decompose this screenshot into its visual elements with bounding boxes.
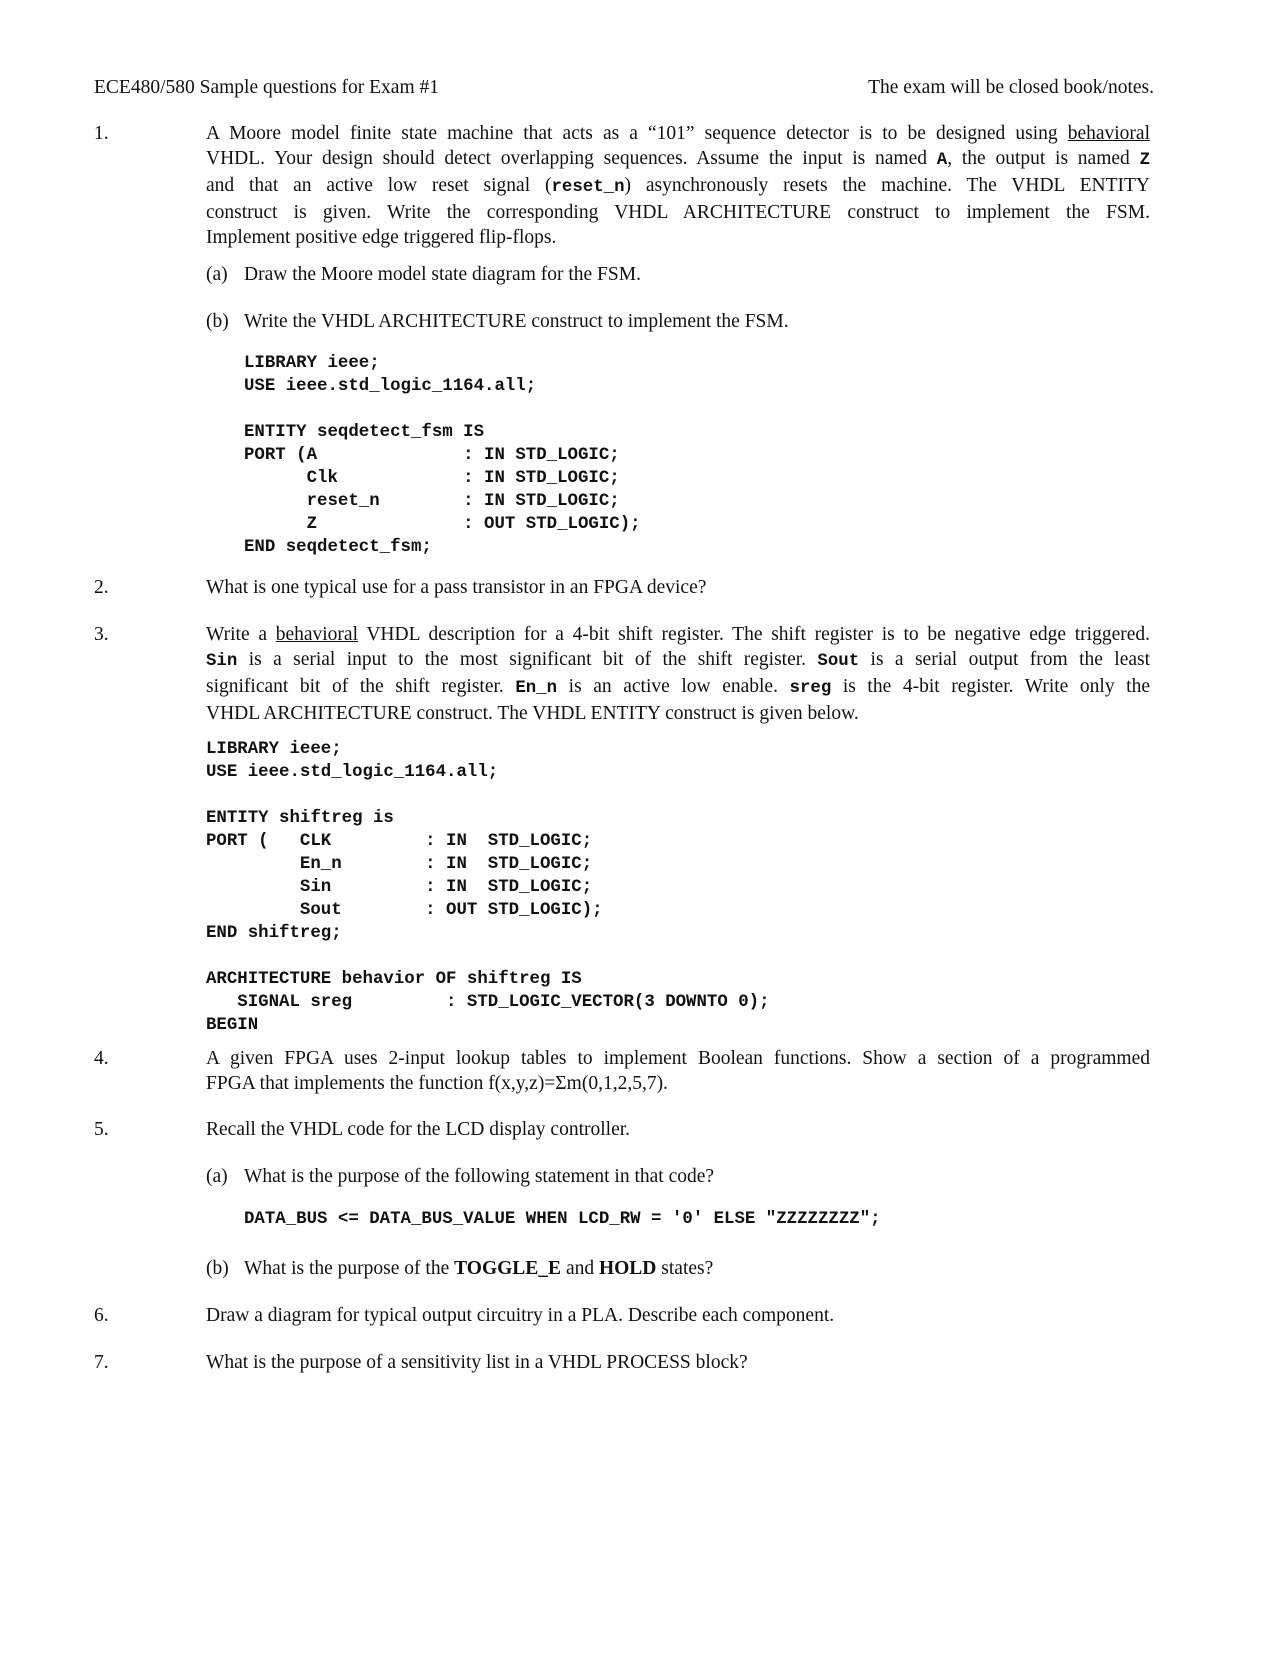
header-right: The exam will be closed book/notes.	[868, 77, 1154, 98]
q3-enn-name: En_n	[515, 679, 558, 698]
code-line: PORT (A : IN STD_LOGIC;	[244, 446, 620, 465]
q5-code-statement: DATA_BUS <= DATA_BUS_VALUE WHEN LCD_RW = '0' ELSE "ZZZZZZZZ";	[244, 1210, 881, 1229]
q5b-toggle-e: TOGGLE_E	[454, 1258, 562, 1279]
q1b-text: Write the VHDL ARCHITECTURE construct to implement the FSM.	[244, 311, 789, 332]
q3-line-4: VHDL ARCHITECTURE construct. The VHDL ENTITY construct is given below.	[206, 703, 859, 724]
code-line: reset_n : IN STD_LOGIC;	[244, 492, 620, 511]
code-line: PORT ( CLK : IN STD_LOGIC;	[206, 832, 593, 851]
q1-line-1	[206, 121, 1150, 146]
code-line	[206, 784, 770, 807]
q1b-label: (b)	[206, 311, 229, 332]
question-4-number: 4.	[94, 1048, 109, 1069]
q1-line-3-text: and that an active low reset signal (	[206, 175, 552, 196]
q1-input-name: A	[936, 151, 948, 170]
q1-behavioral-underlined: behavioral	[1067, 123, 1150, 144]
q1-line-4: construct is given. Write the corresponding VHDL ARCHITECTURE construct to implement the FSM.	[206, 202, 1150, 223]
code-line: ENTITY shiftreg is	[206, 809, 394, 828]
q4-line-2: FPGA that implements the function f(x,y,z)=Σm(0,1,2,5,7).	[206, 1073, 668, 1094]
code-line: LIBRARY ieee;	[206, 740, 342, 759]
code-line: Z : OUT STD_LOGIC);	[244, 515, 641, 534]
q3-line-2-end: is a serial output from the least	[859, 649, 1151, 670]
question-1-number: 1.	[94, 123, 109, 144]
question-1-text	[206, 121, 1150, 250]
question-5a	[206, 1164, 714, 1189]
q3-sin-name: Sin	[206, 652, 238, 671]
q1-line-2	[206, 146, 1150, 173]
code-line: En_n : IN STD_LOGIC;	[206, 855, 593, 874]
code-line: END seqdetect_fsm;	[244, 538, 432, 557]
q3-line-3-mid: is an active low enable.	[557, 676, 790, 697]
header-left: ECE480/580 Sample questions for Exam #1	[94, 77, 440, 98]
q1-line-1-text: A Moore model finite state machine that acts as a “101” sequence detector is to be designed using	[206, 123, 1068, 144]
q1a-label: (a)	[206, 264, 228, 285]
code-line: END shiftreg;	[206, 924, 342, 943]
q3-sout-name: Sout	[817, 652, 860, 671]
question-5b	[206, 1256, 713, 1281]
q3-code-block	[206, 738, 770, 1037]
q5b-text-start: What is the purpose of the	[244, 1258, 455, 1279]
q1-line-2-mid: , the output is named	[947, 148, 1140, 169]
q5a-label: (a)	[206, 1166, 228, 1187]
question-5-number: 5.	[94, 1119, 109, 1140]
question-7-text: What is the purpose of a sensitivity list in a VHDL PROCESS block?	[206, 1352, 748, 1373]
q1-line-2-text: VHDL. Your design should detect overlapping sequences. Assume the input is named	[206, 148, 937, 169]
q3-line-2-mid: is a serial input to the most significant bit of the shift register.	[237, 649, 818, 670]
question-7-number: 7.	[94, 1352, 109, 1373]
q5b-text-mid: and	[561, 1258, 599, 1279]
q1-line-3-end: ) asynchronously resets the machine. The VHDL ENTITY	[624, 175, 1150, 196]
q3-line-3	[206, 674, 1150, 701]
question-1a	[206, 262, 641, 287]
question-4-text	[206, 1046, 1150, 1096]
code-line: Sin : IN STD_LOGIC;	[206, 878, 593, 897]
code-line: USE ieee.std_logic_1164.all;	[244, 377, 537, 396]
q1-line-5: Implement positive edge triggered flip-flops.	[206, 227, 557, 248]
code-line	[244, 398, 641, 421]
code-line: LIBRARY ieee;	[244, 354, 380, 373]
q4-line-1: A given FPGA uses 2-input lookup tables to implement Boolean functions. Show a section of a programmed	[206, 1048, 1150, 1069]
code-line: ENTITY seqdetect_fsm IS	[244, 423, 485, 442]
question-1b	[206, 309, 789, 334]
q3-line-3-end: is the 4-bit register. Write only the	[831, 676, 1150, 697]
code-line: BEGIN	[206, 1016, 259, 1035]
code-line: Clk : IN STD_LOGIC;	[244, 469, 620, 488]
code-line: USE ieee.std_logic_1164.all;	[206, 763, 499, 782]
q1-output-name: Z	[1139, 151, 1150, 170]
q3-behavioral-underlined: behavioral	[275, 624, 358, 645]
q1a-text: Draw the Moore model state diagram for the FSM.	[244, 264, 641, 285]
code-line: ARCHITECTURE behavior OF shiftreg IS	[206, 970, 582, 989]
q1-reset-name: reset_n	[551, 178, 625, 197]
q1-line-3	[206, 173, 1150, 200]
question-2-text: What is one typical use for a pass transistor in an FPGA device?	[206, 577, 707, 598]
code-line: SIGNAL sreg : STD_LOGIC_VECTOR(3 DOWNTO 0);	[206, 993, 770, 1012]
q5a-text: What is the purpose of the following statement in that code?	[244, 1166, 715, 1187]
code-line: Sout : OUT STD_LOGIC);	[206, 901, 603, 920]
question-6-text: Draw a diagram for typical output circuitry in a PLA. Describe each component.	[206, 1305, 835, 1326]
question-5-text: Recall the VHDL code for the LCD display controller.	[206, 1119, 631, 1140]
q3-line-1-start: Write a	[206, 624, 276, 645]
q1-code-block	[244, 352, 641, 559]
question-3-number: 3.	[94, 624, 109, 645]
question-3-text	[206, 622, 1150, 726]
q5b-label: (b)	[206, 1258, 229, 1279]
q5b-hold: HOLD	[598, 1258, 657, 1279]
q3-line-2	[206, 647, 1150, 674]
q5b-text-end: states?	[656, 1258, 714, 1279]
q3-line-1	[206, 622, 1150, 647]
q3-sreg-name: sreg	[789, 679, 832, 698]
code-line	[206, 945, 770, 968]
question-6-number: 6.	[94, 1305, 109, 1326]
question-2-number: 2.	[94, 577, 109, 598]
q3-line-3-start: significant bit of the shift register.	[206, 676, 516, 697]
q3-line-1-end: VHDL description for a 4-bit shift register. The shift register is to be negative edge triggered.	[357, 624, 1150, 645]
